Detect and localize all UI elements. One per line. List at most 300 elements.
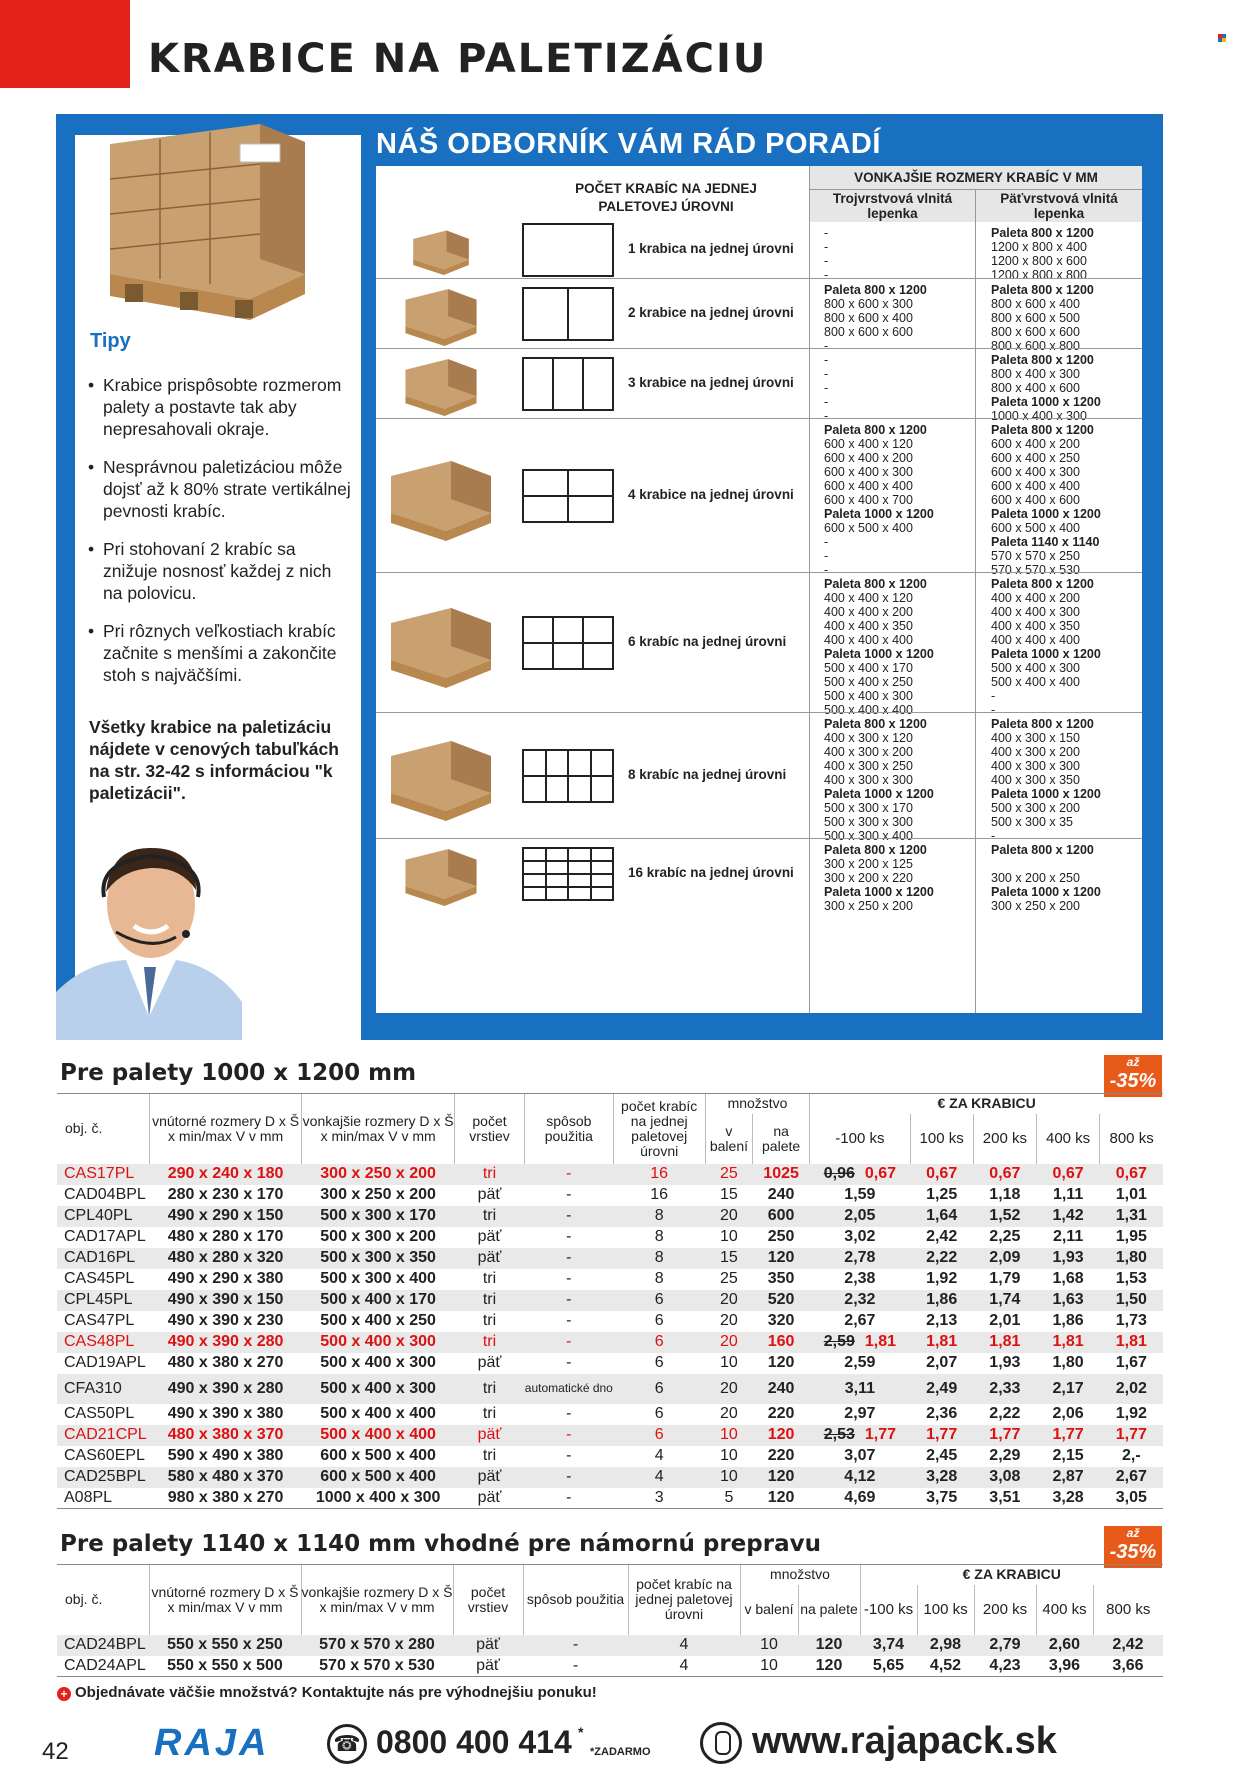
product-code: CAS47PL — [64, 1312, 135, 1329]
price-tier-4: 1,93 — [1036, 1248, 1099, 1269]
tip-item: • Pri rôznych veľkostiach krabíc začnite s menšími a zakončite stoh s najväčšími. — [88, 620, 354, 686]
size-entry: 800 x 600 x 600 — [824, 325, 913, 339]
price-tier-2: 2,36 — [926, 1405, 958, 1422]
promo-badge — [1104, 1526, 1162, 1568]
size-entry: Paleta 800 x 1200 — [991, 423, 1094, 437]
col-per-level: počet krabíc na jednej paletovej úrovni — [628, 1565, 740, 1635]
inner-dimensions: 490 x 390 x 280 — [149, 1374, 302, 1404]
inner-dimensions: 490 x 390 x 280 — [149, 1332, 302, 1353]
outer-dimensions: 500 x 400 x 300 — [302, 1374, 455, 1404]
promo-up-to: až — [1126, 1055, 1140, 1069]
size-entry: Paleta 1000 x 1200 — [991, 507, 1101, 521]
qty-per-pack: 5 — [705, 1488, 752, 1509]
price-row[interactable] — [57, 1206, 1163, 1227]
price-row[interactable] — [57, 1332, 1163, 1353]
inner-dimensions: 550 x 550 x 250 — [149, 1635, 301, 1656]
boxes-per-level: 6 — [613, 1332, 705, 1353]
raja-logo: RAJA — [154, 1722, 270, 1764]
tip-item: • Nesprávnou paletizáciou môže dojsť až k 80% strate vertikálnej pevnosti krabíc. — [88, 456, 354, 522]
price-tier-1: 2,32 — [810, 1290, 910, 1311]
qty-per-pallet: 220 — [767, 1405, 795, 1422]
three-layer-sizes — [824, 716, 974, 842]
size-entry: - — [824, 535, 829, 549]
size-entry: 400 x 300 x 120 — [824, 731, 913, 745]
col-per-level: počet krabíc na jednej paletovej úrovni — [613, 1094, 705, 1164]
size-entry: 600 x 400 x 300 — [824, 465, 913, 479]
col-qty: množstvo — [740, 1565, 860, 1585]
usage: - — [566, 1405, 572, 1422]
usage: - — [566, 1312, 572, 1329]
usage: automatické dno — [525, 1374, 613, 1404]
table1-title: Pre palety 1000 x 1200 mm — [60, 1060, 417, 1086]
price-tier-3: 2,29 — [989, 1447, 1021, 1464]
price-row[interactable] — [57, 1164, 1163, 1185]
price-table-1000x1200 — [57, 1093, 1163, 1509]
price-row[interactable] — [57, 1185, 1163, 1206]
price-tier-3: 2,25 — [989, 1228, 1021, 1245]
promo-percent: -35% — [1109, 1541, 1157, 1563]
price-tier-3: 1,79 — [989, 1270, 1021, 1287]
inner-dimensions: 980 x 380 x 270 — [149, 1488, 302, 1509]
size-entry: 400 x 300 x 300 — [991, 759, 1080, 773]
price-tier-5: 2,42 — [1093, 1635, 1163, 1656]
price-row[interactable] — [57, 1227, 1163, 1248]
size-entry: 400 x 400 x 400 — [991, 633, 1080, 647]
price-tier-5: 3,66 — [1093, 1656, 1163, 1677]
price-row[interactable] — [57, 1269, 1163, 1290]
size-entry: 600 x 400 x 120 — [824, 437, 913, 451]
price-tier-1: 2,67 — [844, 1312, 876, 1329]
inner-dimensions: 490 x 290 x 150 — [149, 1206, 302, 1227]
product-code: CAS50PL — [64, 1405, 135, 1422]
size-entry: 400 x 400 x 200 — [824, 605, 913, 619]
size-entry: 800 x 400 x 300 — [991, 367, 1080, 381]
price-tier-3: 2,79 — [974, 1635, 1036, 1656]
layers: päť — [477, 1228, 502, 1245]
size-entry: Paleta 800 x 1200 — [824, 843, 927, 857]
size-entry: 600 x 400 x 300 — [991, 465, 1080, 479]
qty-per-pallet: 240 — [767, 1186, 795, 1203]
boxes-per-level: 4 — [628, 1656, 740, 1677]
layout-diagram — [522, 847, 614, 901]
col-price-4: 400 ks — [1036, 1114, 1099, 1164]
product-code: CAD04BPL — [64, 1186, 146, 1203]
box-layout-row — [376, 572, 1142, 717]
layout-diagram — [522, 287, 614, 341]
outer-dimensions: 500 x 300 x 350 — [302, 1248, 455, 1269]
price-tier-4: 1,86 — [1052, 1312, 1084, 1329]
layout-cell — [553, 358, 583, 410]
col-qty-pallet: na palete — [798, 1585, 860, 1635]
qty-per-pallet: 120 — [753, 1248, 810, 1269]
usage: - — [523, 1635, 628, 1656]
qty-per-pallet: 120 — [798, 1635, 860, 1656]
size-entry: 500 x 400 x 170 — [824, 661, 913, 675]
layout-cell — [553, 617, 583, 643]
boxes-per-level-header: POČET KRABÍC NA JEDNEJ PALETOVEJ ÚROVNI — [575, 181, 757, 214]
price-tier-3: 1,18 — [989, 1186, 1021, 1203]
boxes-per-level: 16 — [650, 1186, 669, 1203]
pallet-photo — [386, 225, 496, 275]
boxes-per-level: 4 — [628, 1635, 740, 1656]
col-price: € ZA KRABICU — [810, 1094, 1163, 1114]
phone-number[interactable]: 0800 400 414 — [376, 1724, 572, 1760]
tips-note: Všetky krabice na paletizáciu nájdete v cenových tabuľkách na str. 32-42 s informáciou "k paletizácii". — [89, 717, 339, 803]
boxes-per-level: 6 — [654, 1354, 664, 1371]
product-code: CPL45PL — [57, 1290, 149, 1311]
size-entry: 1200 x 800 x 400 — [991, 240, 1087, 254]
inner-dimensions: 480 x 380 x 370 — [149, 1425, 302, 1446]
layout-cell — [523, 874, 546, 887]
price-tier-4: 1,42 — [1036, 1206, 1099, 1227]
usage: - — [525, 1206, 613, 1227]
phone-icon: ☎ — [327, 1724, 367, 1764]
layers: päť — [454, 1488, 524, 1509]
outer-dimensions: 500 x 400 x 170 — [302, 1290, 455, 1311]
layout-cell — [523, 776, 546, 802]
product-code: CPL40PL — [57, 1206, 149, 1227]
size-entry: 300 x 200 x 220 — [824, 871, 913, 885]
layout-cell — [568, 496, 613, 522]
pallet-photo — [386, 451, 496, 541]
layout-diagram — [522, 749, 614, 803]
qty-per-pallet: 120 — [753, 1425, 810, 1446]
price-tier-2: 2,07 — [926, 1354, 958, 1371]
section-tab — [0, 0, 130, 88]
price-tier-3: 1,93 — [989, 1354, 1021, 1371]
plus-icon: + — [57, 1687, 71, 1701]
layout-cell — [546, 887, 569, 900]
website-link[interactable]: www.rajapack.sk — [752, 1720, 1057, 1762]
qty-per-pack: 10 — [740, 1656, 798, 1677]
size-entry: 400 x 300 x 250 — [824, 759, 913, 773]
size-entry: 300 x 250 x 200 — [991, 899, 1080, 913]
layers: päť — [453, 1656, 523, 1677]
layout-diagram — [522, 357, 614, 411]
size-entry: - — [824, 339, 829, 353]
inner-dimensions: 490 x 390 x 380 — [167, 1405, 284, 1422]
usage: - — [525, 1290, 613, 1311]
pallet-photo — [386, 352, 496, 416]
boxes-per-level: 8 — [654, 1270, 664, 1287]
price-tier-2: 2,42 — [926, 1228, 958, 1245]
layers: tri — [454, 1290, 524, 1311]
size-entry: Paleta 1000 x 1200 — [824, 647, 934, 661]
layout-cell — [591, 750, 614, 776]
size-entry: Paleta 800 x 1200 — [824, 423, 927, 437]
three-layer-sizes — [824, 225, 974, 281]
pallet-photo — [386, 282, 496, 346]
col-price-3: 200 ks — [973, 1114, 1036, 1164]
price-tier-3: 3,08 — [973, 1467, 1036, 1488]
price-row[interactable] — [57, 1467, 1163, 1488]
qty-per-pack: 10 — [720, 1447, 738, 1464]
size-entry: - — [991, 829, 996, 843]
price-row[interactable] — [57, 1404, 1163, 1425]
qty-per-pack: 20 — [705, 1332, 752, 1353]
layout-diagram — [522, 223, 614, 277]
col-price-5: 800 ks — [1100, 1114, 1163, 1164]
size-entry: Paleta 800 x 1200 — [991, 843, 1094, 857]
pallet-photo — [386, 598, 496, 688]
price-tier-3: 2,22 — [989, 1405, 1021, 1422]
boxes-per-level-label: 1 krabica na jednej úrovni — [628, 241, 794, 256]
size-entry: 570 x 570 x 250 — [991, 549, 1080, 563]
price-tier-1: 2,05 — [810, 1206, 910, 1227]
size-entry: 400 x 400 x 350 — [824, 619, 913, 633]
usage: - — [566, 1228, 572, 1245]
qty-per-pallet: 120 — [798, 1656, 860, 1677]
price-row[interactable] — [57, 1374, 1163, 1404]
col-usage: spôsob použitia — [523, 1565, 628, 1635]
size-entry: 500 x 400 x 250 — [824, 675, 913, 689]
price-tier-2: 1,77 — [910, 1425, 973, 1446]
price-tier-4: 2,11 — [1052, 1228, 1084, 1245]
price-row[interactable] — [57, 1488, 1163, 1509]
size-entry — [991, 856, 1141, 870]
price-tier-5: 1,67 — [1115, 1354, 1147, 1371]
price-tier-5: 1,92 — [1115, 1405, 1147, 1422]
col-price-4: 400 ks — [1036, 1585, 1093, 1635]
inner-dimensions: 480 x 380 x 270 — [167, 1354, 284, 1371]
product-code: CAS45PL — [64, 1270, 135, 1287]
outer-dimensions: 500 x 300 x 200 — [320, 1228, 436, 1245]
usage: - — [523, 1656, 628, 1677]
qty-per-pallet: 220 — [767, 1447, 795, 1464]
outer-dimensions: 500 x 400 x 400 — [302, 1425, 455, 1446]
five-layer-sizes — [991, 716, 1141, 842]
price-tier-4: 2,87 — [1036, 1467, 1099, 1488]
qty-per-pack: 20 — [705, 1290, 752, 1311]
qty-per-pallet: 1025 — [753, 1164, 810, 1185]
boxes-per-level-label: 3 krabice na jednej úrovni — [628, 375, 794, 390]
size-entry: 400 x 400 x 300 — [991, 605, 1080, 619]
price-tier-1 — [810, 1425, 910, 1446]
old-price: 2,53 — [823, 1426, 855, 1443]
size-entry: - — [824, 549, 829, 563]
size-entry: 400 x 300 x 200 — [824, 745, 913, 759]
layout-diagram — [522, 469, 614, 523]
price-tier-1: 3,11 — [810, 1374, 910, 1404]
size-entry: 400 x 300 x 200 — [991, 745, 1080, 759]
tip-item: • Pri stohovaní 2 krabíc sa znižuje nosnosť každej z nich na polovicu. — [88, 538, 354, 604]
qty-per-pallet: 120 — [767, 1354, 795, 1371]
layers: tri — [482, 1312, 497, 1329]
size-entry: 800 x 600 x 800 — [991, 339, 1080, 353]
size-entry: Paleta 1000 x 1200 — [991, 395, 1101, 409]
qty-per-pallet: 120 — [753, 1467, 810, 1488]
layout-cell — [583, 617, 613, 643]
price-tier-3: 1,81 — [973, 1332, 1036, 1353]
inner-dimensions: 480 x 280 x 320 — [149, 1248, 302, 1269]
price-tier-4: 2,60 — [1036, 1635, 1093, 1656]
qty-per-pack: 20 — [720, 1312, 738, 1329]
inner-dimensions: 280 x 230 x 170 — [167, 1186, 284, 1203]
col-outer: vonkajšie rozmery D x Š x min/max V v mm — [301, 1565, 453, 1635]
qty-per-pallet: 160 — [753, 1332, 810, 1353]
qty-per-pack: 10 — [720, 1228, 738, 1245]
price-tier-4: 0,67 — [1036, 1164, 1099, 1185]
price-tier-1: 4,69 — [810, 1488, 910, 1509]
five-layer-sizes — [991, 576, 1141, 716]
box-layout-table — [376, 166, 1142, 1013]
size-entry: Paleta 1000 x 1200 — [824, 885, 934, 899]
price-tier-2: 1,92 — [926, 1270, 958, 1287]
layout-cell — [523, 496, 568, 522]
size-entry: - — [824, 563, 829, 577]
usage: - — [525, 1332, 613, 1353]
price-tier-1 — [810, 1332, 910, 1353]
price-row[interactable] — [57, 1353, 1163, 1374]
price-tier-3: 2,33 — [973, 1374, 1036, 1404]
price-tier-2: 1,64 — [910, 1206, 973, 1227]
product-code: CAS48PL — [57, 1332, 149, 1353]
box-layout-row — [376, 278, 1142, 353]
price-tier-1: 3,07 — [844, 1447, 876, 1464]
outer-dimensions-header: VONKAJŠIE ROZMERY KRABÍC V MM — [810, 166, 1142, 190]
price-row[interactable] — [57, 1425, 1163, 1446]
qty-per-pallet: 600 — [753, 1206, 810, 1227]
product-code: CAD25BPL — [57, 1467, 149, 1488]
size-entry: 570 x 570 x 530 — [991, 563, 1080, 577]
size-entry: 800 x 400 x 600 — [991, 381, 1080, 395]
size-entry: Paleta 800 x 1200 — [824, 577, 927, 591]
price-tier-1: 2,78 — [810, 1248, 910, 1269]
product-code: CAD24APL — [57, 1656, 149, 1677]
boxes-per-level: 4 — [654, 1447, 664, 1464]
layout-cell — [523, 861, 546, 874]
boxes-per-level: 3 — [613, 1488, 705, 1509]
layers: tri — [482, 1405, 497, 1422]
price-tier-1: 2,59 — [844, 1354, 876, 1371]
boxes-per-level: 6 — [613, 1290, 705, 1311]
size-entry: - — [824, 381, 829, 395]
corner-logo-icon — [1218, 34, 1226, 42]
price-tier-1: 4,12 — [810, 1467, 910, 1488]
boxes-per-level: 6 — [654, 1312, 664, 1329]
three-layer-sizes — [824, 576, 974, 716]
layout-cell — [568, 874, 591, 887]
inner-dimensions: 590 x 490 x 380 — [167, 1447, 284, 1464]
col-price-2: 100 ks — [910, 1114, 973, 1164]
three-layer-sizes — [824, 282, 974, 352]
size-entry: Paleta 1000 x 1200 — [824, 787, 934, 801]
layout-cell — [591, 887, 614, 900]
size-entry: 1200 x 800 x 800 — [991, 268, 1087, 282]
price-tier-5: 0,67 — [1100, 1164, 1163, 1185]
mouse-icon — [700, 1722, 742, 1764]
boxes-per-level-label: 2 krabice na jednej úrovni — [628, 305, 794, 320]
price-tier-4: 2,17 — [1036, 1374, 1099, 1404]
size-entry: - — [824, 240, 829, 254]
outer-dimensions: 500 x 400 x 300 — [320, 1354, 436, 1371]
layers: päť — [477, 1354, 502, 1371]
size-entry: 600 x 400 x 600 — [991, 493, 1080, 507]
price-row[interactable] — [57, 1656, 1163, 1677]
table2-title: Pre palety 1140 x 1140 mm vhodné pre námornú prepravu — [60, 1531, 821, 1557]
boxes-per-level: 6 — [654, 1405, 664, 1422]
five-layer-sizes — [991, 282, 1141, 352]
tips-title: Tipy — [90, 330, 131, 352]
boxes-per-level: 6 — [613, 1374, 705, 1404]
size-entry: Paleta 1000 x 1200 — [991, 885, 1101, 899]
inner-dimensions: 490 x 290 x 380 — [167, 1270, 284, 1287]
size-entry: 300 x 200 x 250 — [991, 871, 1080, 885]
size-entry: - — [991, 703, 996, 717]
col-price-3: 200 ks — [974, 1585, 1036, 1635]
size-entry: 400 x 400 x 120 — [824, 591, 913, 605]
size-entry: 600 x 500 x 400 — [991, 521, 1080, 535]
layout-cell — [591, 861, 614, 874]
price-row[interactable] — [57, 1635, 1163, 1656]
five-layer-sizes — [991, 225, 1141, 281]
col-outer: vonkajšie rozmery D x Š x min/max V v mm — [302, 1094, 455, 1164]
layout-cell — [591, 848, 614, 861]
size-entry: 500 x 400 x 400 — [991, 675, 1080, 689]
price-tier-2: 2,98 — [917, 1635, 974, 1656]
size-entry: Paleta 800 x 1200 — [824, 283, 927, 297]
layout-cell — [568, 887, 591, 900]
layout-cell — [568, 750, 591, 776]
boxes-per-level: 8 — [654, 1228, 664, 1245]
inner-dimensions: 490 x 390 x 230 — [167, 1312, 284, 1329]
usage: - — [566, 1354, 572, 1371]
price-tier-1: 1,59 — [844, 1186, 876, 1203]
price-tier-4: 1,68 — [1052, 1270, 1084, 1287]
price-tier-4: 1,77 — [1036, 1425, 1099, 1446]
price-tier-2: 1,86 — [910, 1290, 973, 1311]
phone-mark: * — [578, 1724, 584, 1740]
col-layers: počet vrstiev — [453, 1565, 523, 1635]
size-entry: Paleta 800 x 1200 — [991, 577, 1094, 591]
size-entry: - — [824, 226, 829, 240]
layers: tri — [482, 1447, 497, 1464]
layout-cell — [591, 776, 614, 802]
usage: - — [525, 1248, 613, 1269]
tip-item: • Krabice prispôsobte rozmerom palety a postavte tak aby nepresahovali okraje. — [88, 374, 354, 440]
box-layout-row — [376, 418, 1142, 577]
price-tier-2: 1,81 — [910, 1332, 973, 1353]
qty-per-pallet: 320 — [767, 1312, 795, 1329]
size-entry: Paleta 1000 x 1200 — [991, 787, 1101, 801]
price-row[interactable] — [57, 1248, 1163, 1269]
inner-dimensions: 580 x 480 x 370 — [149, 1467, 302, 1488]
size-entry: - — [824, 409, 829, 423]
layout-cell — [523, 617, 553, 643]
price-tier-1 — [810, 1164, 910, 1185]
size-entry: 500 x 300 x 400 — [824, 829, 913, 843]
price-tier-5: 1,80 — [1100, 1248, 1163, 1269]
price-row[interactable] — [57, 1290, 1163, 1311]
qty-per-pack: 25 — [705, 1164, 752, 1185]
price-row[interactable] — [57, 1311, 1163, 1332]
price-tier-1: 3,74 — [860, 1635, 917, 1656]
size-entry: Paleta 800 x 1200 — [824, 717, 927, 731]
size-entry: 600 x 400 x 250 — [991, 451, 1080, 465]
outer-dimensions: 300 x 250 x 200 — [320, 1186, 436, 1203]
box-layout-row — [376, 348, 1142, 423]
price-tier-5: 1,77 — [1100, 1425, 1163, 1446]
layout-cell — [568, 470, 613, 496]
col-qty: množstvo — [705, 1094, 809, 1114]
size-entry: - — [824, 268, 829, 282]
expert-photo — [56, 842, 242, 1040]
col-inner: vnútorné rozmery D x Š x min/max V v mm — [149, 1094, 302, 1164]
layout-cell — [546, 848, 569, 861]
outer-dimensions: 500 x 400 x 300 — [302, 1332, 455, 1353]
boxes-per-level: 8 — [613, 1206, 705, 1227]
price-row[interactable] — [57, 1446, 1163, 1467]
